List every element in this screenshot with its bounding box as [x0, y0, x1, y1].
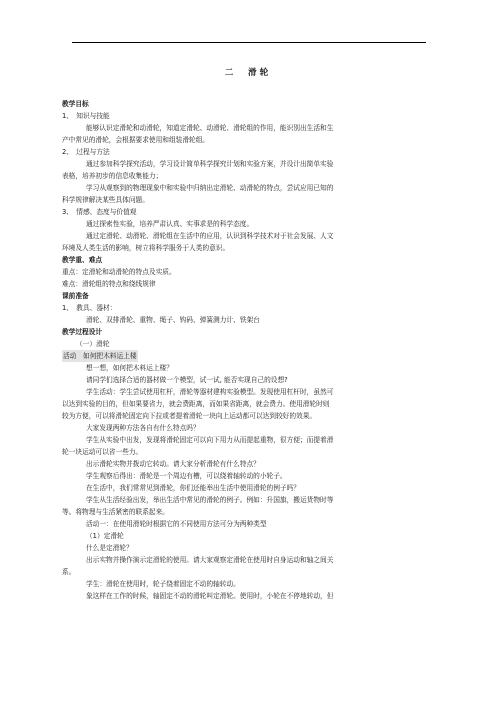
text-line: 活动一：在使用滑轮时根据它的不同使用方法可分为两种类型: [86, 520, 267, 528]
text-line: 通过参加科学探究活动，学习设计简单科学探究计划和实验方案，并设计出简单实验: [86, 160, 334, 168]
activity-tag: 活动 如何把木料运上楼: [63, 352, 137, 360]
page-title: 二 滑轮: [224, 68, 272, 78]
text-line: 学生活动：学生尝试使用杠杆，滑轮等器材建构实验模型。发现使用杠杆时，虽然可: [86, 388, 334, 396]
text-line: 象这样在工作的时候，轴固定不动的滑轮叫定滑轮。使用时，小轮在不停地转动，但: [86, 592, 334, 600]
text-line: 学生从实验中出发，发现将滑轮固定可以向下用力从而提起重物，很方便；而提着滑: [86, 436, 334, 444]
text-line: 学生：滑轮在使用时，轮子绕着固定不动的轴转动。: [86, 580, 240, 588]
text-line: 重点：定滑轮和动滑轮的特点及实质。: [62, 268, 176, 276]
text-line: 能够认识定滑轮和动滑轮，知道定滑轮、动滑轮、滑轮组的作用，能识别出生活和生: [86, 124, 334, 132]
text-line: 科学规律解决某些具体问题。: [62, 196, 149, 204]
text-line: （1）定滑轮: [86, 532, 124, 540]
section-heading: 教学目标: [62, 100, 89, 108]
text-line: 通过探索性实验，培养严肃认真、实事求是的科学态度。: [86, 220, 254, 228]
header-rule: [72, 42, 426, 43]
text-line: 环境及人类生活的影响，树立将科学服务于人类的意识。: [62, 244, 230, 252]
text-line: 在生活中，我们常常见到滑轮，你们还能举出生活中使用滑轮的例子吗？: [86, 484, 300, 492]
text-line: 学生观察后得出：滑轮是一个周边有槽，可以绕着轴转动的小轮子。: [86, 472, 287, 480]
text-line: 2、 过程与方法: [62, 148, 110, 156]
section-heading: 课前准备: [62, 292, 89, 300]
text-line: 什么是定滑轮？: [86, 544, 133, 552]
text-line: 出示滑轮实物并拨动它转动。请大家分析滑轮有什么特点？: [86, 460, 260, 468]
text-line: 较为方便，可以将滑轮固定向下拉或者提着滑轮一块向上运动都可以达到较好的效果。: [62, 412, 317, 420]
text-line: 想一想，如何把木料运上楼？: [86, 364, 173, 372]
text-line: 学生从生活经验出发，举出生活中常见的滑轮的例子。例如：升国旗，搬运货物时等: [86, 496, 334, 504]
text-line: 等。将物理与生活紧密的联系起来。: [62, 508, 169, 516]
text-line: 表格，培养初步的信息收集能力；: [62, 172, 163, 180]
section-heading: 教学重、难点: [62, 256, 103, 264]
text-line: 学习从观察到的物理现象中和实验中归纳出定滑轮、动滑轮的特点，尝试应用已知的: [86, 184, 334, 192]
text-line: 请同学们选择合适的器材做一个模型，试一试, 能否实现自己的设想?: [86, 376, 288, 384]
text-line: 出示实物并操作演示定滑轮的使用。请大家观察定滑轮在使用时自身运动和轴之间关: [86, 556, 334, 564]
text-line: 产中常见的滑轮，会根据要求使用和组装滑轮组。: [62, 136, 210, 144]
text-line: （一）滑轮: [76, 340, 110, 348]
section-heading: 教学过程设计: [62, 328, 103, 336]
text-line: 1、 教具、器材：: [62, 304, 117, 312]
text-line: 通过定滑轮、动滑轮、滑轮组在生活中的应用，认识到科学技术对于社会发展、人文: [86, 232, 334, 240]
document-body: [62, 98, 435, 602]
activity-heading: [62, 350, 435, 362]
text-line: 1、 知识与技能: [62, 112, 110, 120]
text-line: 难点：滑轮组的特点和绕线规律: [62, 280, 156, 288]
text-line: 以达到实验的目的，但如果要省力，就会费距离，而如果省距离，就会费力。使用滑轮时则: [62, 400, 330, 408]
text-line: 3、 情感、态度与价值观: [62, 208, 137, 216]
text-line: 大家发现两种方法各自有什么特点吗？: [86, 424, 200, 432]
text-line: 滑轮、双排滑轮、重物、绳子、钩码、弹簧测力计、铁架台: [86, 316, 260, 324]
text-line: 轮一块运动可以省一些力。: [62, 448, 143, 456]
text-line: 系。: [62, 568, 76, 576]
